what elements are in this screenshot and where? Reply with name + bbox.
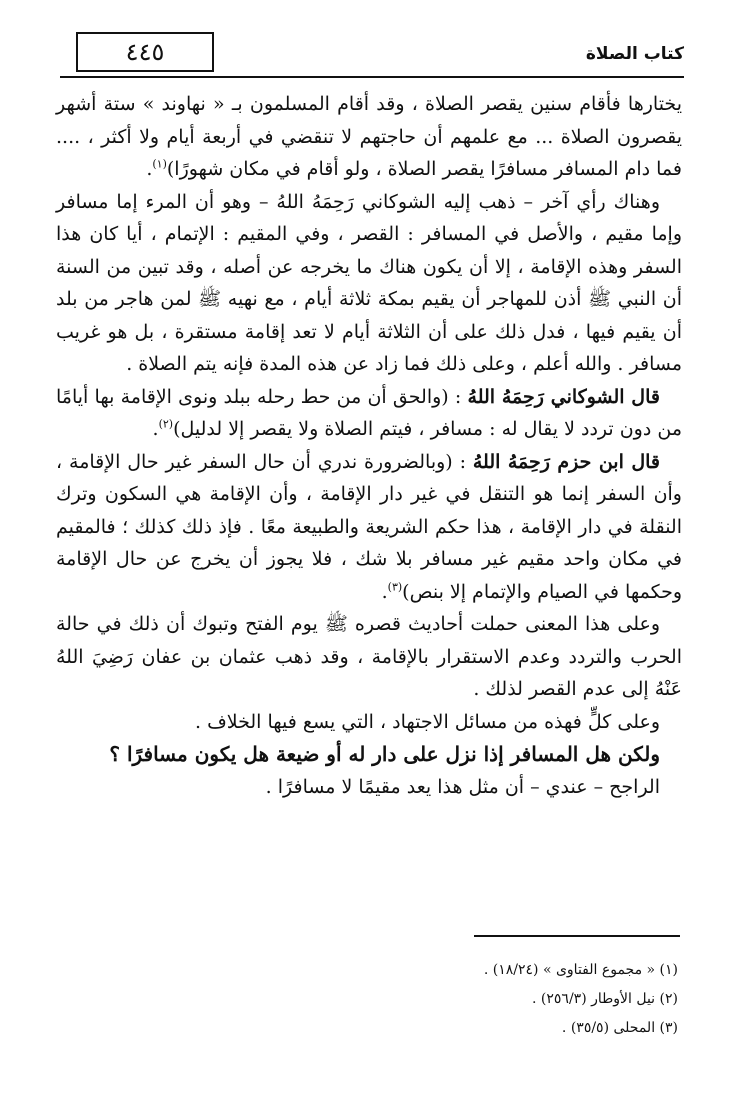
footnote-ref-3: (٣) (387, 580, 403, 594)
header-rule (60, 76, 684, 78)
chapter-title: كتاب الصلاة (585, 44, 684, 64)
paragraph-5: وعلى هذا المعنى حملت أحاديث قصره ﷺ يوم الفتح وتبوك أن ذلك في حالة الحرب والتردد وعدم الاستقرار بالإقامة ، وقد ذهب عثمان بن عفان رَضِيَ اللهُ عَنْهُ إلى عدم القصر لذلك . (56, 613, 682, 700)
paragraph-4 (56, 446, 682, 609)
quote-text: : (والحق أن من حط رحله ببلد ونوى الإقامة بها أيامًا من دون تردد لا يقال له : مسافر ، فيتم الصلاة ولا يقصر إلا لدليل) (56, 385, 682, 440)
paragraph-text: يختارها فأقام سنين يقصر الصلاة ، وقد أقام المسلمون بـ « نهاوند » ستة أشهر يقصرون الصلاة ... مع علمهم أن حاجتهم لا تنقضي في أربعة أيام ولا أكثر ، .... فما دام المسافر مسافرًا يقصر الصلاة ، ولو أقام في مكان شهورًا) (56, 93, 682, 180)
quote-end: . (381, 580, 388, 603)
quote-text: : (وبالضرورة ندري أن حال السفر غير حال الإقامة ، وأن السفر إنما هو التنقل في غير دار الإقامة ، وأن الإقامة هي السكون وترك النقلة في دار الإقامة ، هذا حكم الشريعة والطبيعة معًا . فإذ ذلك كذلك ؛ فالمقيم في مكان واحد مقيم غير مسافر بلا شك ، فلا يجوز أن يخرج عن حال الإقامة وحكمها في الصيام والإتمام إلا بنص) (56, 450, 682, 603)
speaker-ibn-hazm: قال ابن حزم رَحِمَهُ اللهُ (472, 450, 661, 473)
paragraph-2: وهناك رأي آخر – ذهب إليه الشوكاني رَحِمَهُ اللهُ – وهو أن المرء إما مسافر وإما مقيم ، والأصل في المسافر : القصر ، وفي المقيم : الإتمام ، أيا كان هذا السفر وهذه الإقامة ، إلا أن يكون هناك ما يخرجه عن أصله ، وقد تبين من السنة أن النبي ﷺ أذن للمهاجر أن يقيم بمكة ثلاثة أيام ، مع نهيه ﷺ لمن هاجر من بلد أن يقيم فيها ، فدل ذلك على أن الثلاثة أيام لا تعد إقامة مستقرة ، بل هو غريب مسافر . والله أعلم ، وعلى ذلك فما زاد عن هذه المدة فإنه يتم الصلاة . (56, 190, 682, 375)
footnote-1: (١) « مجموع الفتاوى » (١٨/٢٤) . (483, 962, 678, 978)
footnote-ref-1: (١) (152, 157, 167, 171)
page-header (60, 32, 684, 78)
footnote-ref-2: (٢) (158, 417, 174, 431)
footnote-separator (474, 935, 680, 937)
answer-paragraph: الراجح – عندي – أن مثل هذا يعد مقيمًا لا مسافرًا . (265, 775, 660, 798)
paragraph-6: وعلى كلٍّ فهذه من مسائل الاجتهاد ، التي يسع فيها الخلاف . (195, 710, 660, 733)
paragraph-1: يختارها فأقام سنين يقصر الصلاة ، وقد أقام المسلمون بـ « نهاوند » ستة أشهر يقصرون الصلاة ... مع علمهم أن حاجتهم لا تنقضي في أربعة أيام ولا أكثر ، .... فما دام المسافر مسافرًا يقصر الصلاة ، ولو أقام في مكان شهورًا)$^{(١)}$. (56, 93, 682, 180)
paragraph-3 (56, 381, 682, 446)
footnote-3: (٣) المحلى (٣٥/٥) . (561, 1020, 678, 1036)
quote-end: . (152, 418, 159, 440)
speaker-shawkani: قال الشوكاني رَحِمَهُ اللهُ (467, 385, 660, 408)
footnotes (56, 956, 678, 1043)
footnote-2: (٢) نيل الأوطار (٢٥٦/٣) . (532, 991, 678, 1007)
question-heading: ولكن هل المسافر إذا نزل على دار له أو ضيعة هل يكون مسافرًا ؟ (109, 742, 660, 766)
main-text (56, 88, 682, 803)
page-number: ٤٤٥ (76, 32, 214, 72)
